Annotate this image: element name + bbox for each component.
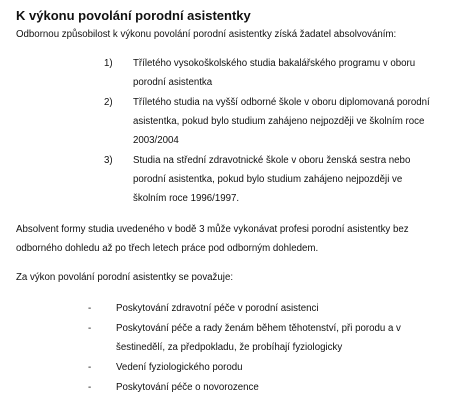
- list-item-text: Tříletého vysokoškolského studia bakalářského programu v oboru porodní asistentka: [133, 58, 416, 88]
- list-item: [16, 378, 441, 397]
- list-item-text: Poskytování péče a rady ženám během těhotenství, při porodu a v šestinedělí, za předpokladu, že probíhají fyziologicky: [116, 323, 401, 353]
- list-item: [16, 358, 441, 377]
- dash-marker: -: [88, 382, 92, 393]
- list-item-number: 2): [104, 97, 113, 108]
- activities-intro: Za výkon povolání porodní asistentky se považuje:: [16, 272, 234, 283]
- dash-marker: -: [88, 303, 92, 314]
- dash-marker: -: [88, 362, 92, 373]
- document-heading: K výkonu povolání porodní asistentky: [16, 8, 251, 23]
- list-item-text: Vedení fyziologického porodu: [116, 362, 243, 373]
- qualification-list: [16, 54, 441, 208]
- list-item-text: Poskytování péče o novorozence: [116, 382, 259, 393]
- list-item-number: 1): [104, 58, 113, 69]
- list-item: [16, 299, 441, 318]
- activities-list: [16, 299, 441, 397]
- list-item-text: Tříletého studia na vyšší odborné škole v oboru diplomovaná porodní asistentka, pokud bylo studium zahájeno nejpozději ve školním roce 2003/2004: [133, 97, 430, 146]
- list-item: [16, 93, 441, 150]
- list-item: [16, 319, 441, 357]
- list-item-text: Poskytování zdravotní péče v porodní asistenci: [116, 303, 319, 314]
- list-item: [16, 151, 441, 208]
- supervision-paragraph: Absolvent formy studia uvedeného v bodě 3 může vykonávat profesi porodní asistentky bez odborného dohledu až po třech letech práce pod odborným dohledem.: [16, 224, 409, 254]
- list-item-number: 3): [104, 155, 113, 166]
- list-item: [16, 54, 441, 92]
- intro-text: Odbornou způsobilost k výkonu povolání porodní asistentky získá žadatel absolvováním:: [16, 29, 397, 40]
- list-item-text: Studia na střední zdravotnické škole v oboru ženská sestra nebo porodní asistentka, pokud bylo studium zahájeno nejpozději ve školním roce 1996/1997.: [133, 155, 411, 204]
- dash-marker: -: [88, 323, 92, 334]
